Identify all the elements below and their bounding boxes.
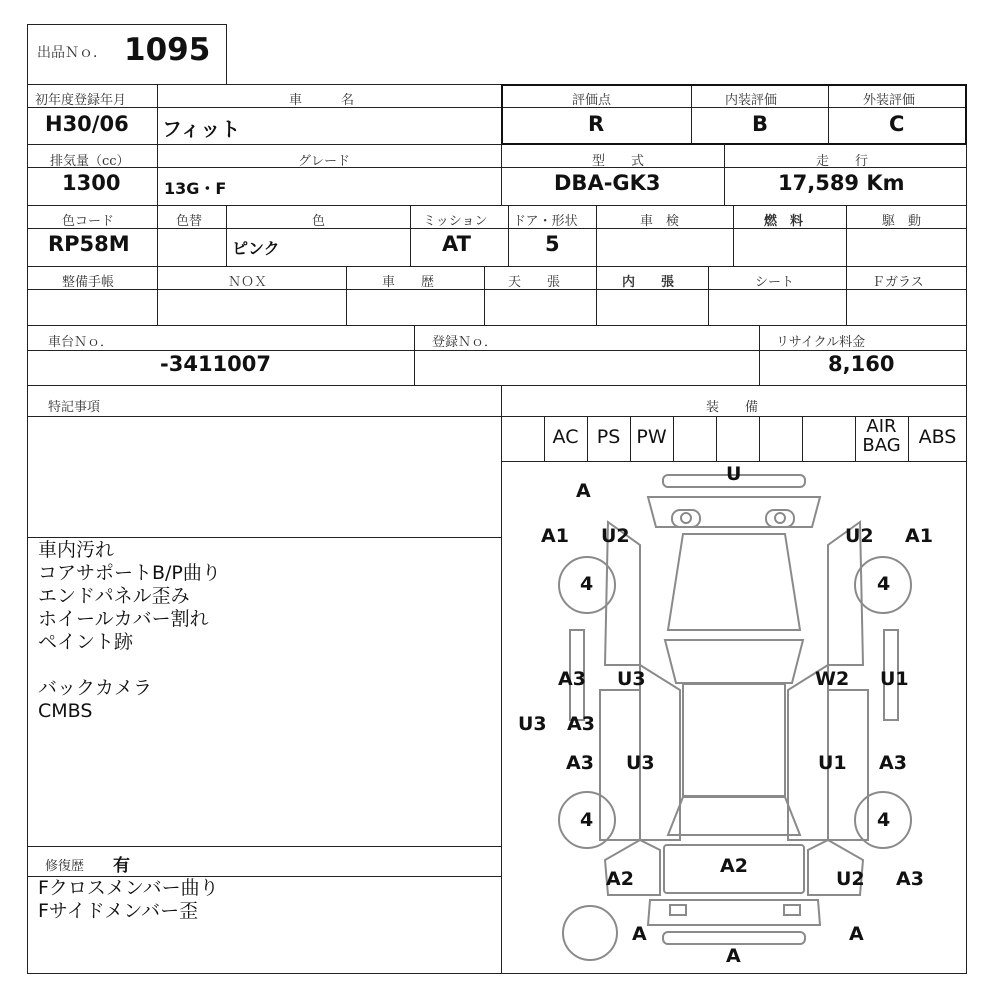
interior-trim-label: 内 張 (622, 275, 675, 290)
displacement-value: 1300 (62, 171, 121, 195)
notes-label: 特記事項 (48, 400, 101, 415)
damage-rl-a2: A2 (606, 868, 634, 890)
note-line: コアサポートB/P曲り (38, 562, 221, 584)
tire-rl: 4 (580, 809, 594, 831)
damage-sl-u3: U3 (518, 713, 547, 735)
damage-rear-a-right: A (849, 923, 864, 945)
damage-fl-u2: U2 (601, 525, 630, 547)
equip-airbag-text: AIR BAG (862, 416, 901, 456)
exterior-value: C (889, 112, 905, 136)
equip-ac: AC (552, 426, 579, 448)
repair-line: Fサイドメンバー歪 (38, 900, 199, 922)
damage-ll-u3: U3 (626, 752, 655, 774)
equipment-label: 装 備 (706, 400, 759, 415)
mileage-value: 17,589 Km (778, 171, 905, 195)
chassis-value: -3411007 (160, 352, 271, 376)
damage-fr-u2: U2 (845, 525, 874, 547)
equip-abs: ABS (918, 426, 957, 448)
transmission-value: AT (442, 232, 471, 256)
fuel-label: 燃 料 (764, 214, 804, 229)
note-line: 車内汚れ (38, 539, 115, 561)
color-label: 色 (312, 214, 326, 229)
grade-value: 13G・F (164, 179, 227, 198)
repair-value: 有 (113, 856, 130, 876)
note-line: CMBS (38, 700, 93, 722)
color-code-label: 色コード (62, 214, 115, 229)
damage-rr-u2: U2 (836, 868, 865, 890)
score-label: 評価点 (572, 93, 612, 108)
reg-value: H30/06 (45, 112, 129, 136)
damage-ll-a3: A3 (566, 752, 594, 774)
registration-label: 登録Ｎｏ． (432, 335, 498, 350)
inspection-label: 車 検 (640, 214, 680, 229)
fglass-label: Ｆガラス (872, 275, 924, 290)
damage-trunk-a2: A2 (720, 855, 748, 877)
displacement-label: 排気量（cc） (50, 154, 130, 169)
note-line: エンドパネル歪み (38, 585, 190, 607)
damage-rear-a-left: A (632, 923, 647, 945)
equip-ps: PS (596, 426, 621, 448)
note-line: バックカメラ (38, 677, 153, 699)
note-line: ホイールカバー割れ (38, 608, 209, 630)
nox-label: ＮＯＸ (228, 275, 268, 290)
tire-rr: 4 (877, 809, 891, 831)
color-change-label: 色替 (176, 214, 203, 229)
damage-front-u: U (726, 463, 742, 485)
roof-label: 天 張 (508, 275, 561, 290)
name-label: 車 名 (289, 93, 355, 108)
damage-front-a: A (576, 480, 591, 502)
mileage-label: 走 行 (816, 154, 869, 169)
damage-ml-a3: A3 (558, 668, 586, 690)
drive-label: 駆 動 (882, 214, 922, 229)
history-label: 車 歴 (382, 275, 435, 290)
transmission-label: ミッション (423, 214, 488, 229)
exterior-label: 外装評価 (863, 93, 916, 108)
equip-pw: PW (636, 426, 667, 448)
name-value: フィット (162, 117, 241, 141)
damage-sl-a3: A3 (567, 713, 595, 735)
damage-lr-a3: A3 (879, 752, 907, 774)
score-value: R (588, 112, 605, 136)
chassis-label: 車台Ｎｏ． (48, 335, 114, 350)
reg-label: 初年度登録年月 (35, 93, 127, 108)
recycle-label: リサイクル料金 (776, 335, 866, 350)
seat-label: シート (755, 275, 795, 290)
damage-mr-w2: W2 (815, 668, 850, 690)
doors-value: 5 (545, 232, 560, 256)
grade-label: グレード (298, 154, 351, 169)
damage-lr-u1: U1 (818, 752, 847, 774)
damage-ml-u3: U3 (617, 668, 646, 690)
damage-mr-u1: U1 (880, 668, 909, 690)
interior-label: 内装評価 (725, 93, 778, 108)
model-value: DBA-GK3 (554, 171, 661, 195)
tire-fr: 4 (877, 573, 891, 595)
repair-line: Fクロスメンバー曲り (38, 877, 219, 899)
color-code-value: RP58M (48, 232, 130, 256)
note-line: ペイント跡 (38, 631, 134, 653)
service-label: 整備手帳 (62, 275, 115, 290)
damage-fl-a1: A1 (541, 525, 569, 547)
doors-label: ドア・形状 (513, 214, 578, 229)
damage-fr-a1: A1 (905, 525, 933, 547)
equip-airbag (855, 417, 908, 455)
interior-value: B (752, 112, 769, 136)
tire-fl: 4 (580, 573, 594, 595)
damage-rr-a3: A3 (896, 868, 924, 890)
damage-rear-a: A (726, 945, 741, 967)
model-label: 型 式 (592, 154, 645, 169)
lot-number: 1095 (124, 32, 211, 68)
repair-label: 修復歴 (45, 859, 85, 874)
color-value: ピンク (232, 239, 280, 258)
lot-label: 出品Ｎｏ． (37, 45, 107, 61)
recycle-value: 8,160 (828, 352, 895, 376)
